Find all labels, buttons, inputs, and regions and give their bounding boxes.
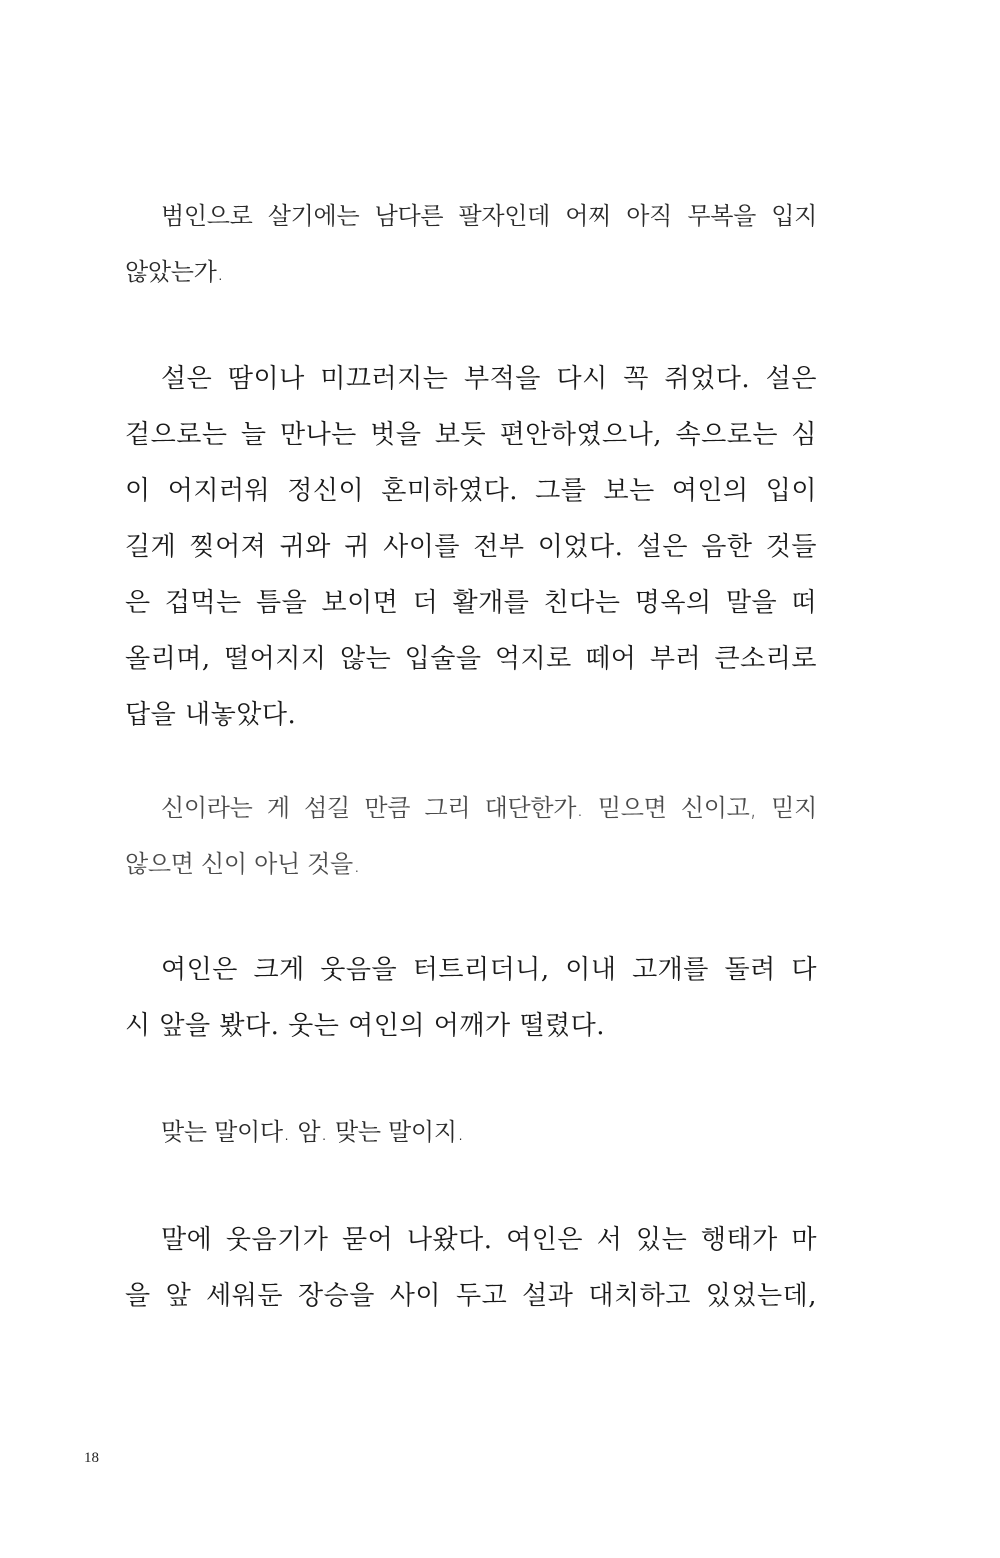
text-line: 설은 땀이나 미끄러지는 부적을 다시 꼭 쥐었다. 설은 bbox=[161, 364, 817, 394]
narration-paragraph-3 bbox=[125, 1212, 817, 1324]
text-line: 않으면 신이 아닌 것을. bbox=[125, 850, 361, 878]
text-line: 길게 찢어져 귀와 귀 사이를 전부 이었다. 설은 음한 것들 bbox=[125, 532, 817, 562]
text-line: 올리며, 떨어지지 않는 입술을 억지로 떼어 부러 큰소리로 bbox=[125, 644, 817, 674]
text-line: 않았는가. bbox=[125, 258, 224, 286]
text-line: 이 어지러워 정신이 혼미하였다. 그를 보는 여인의 입이 bbox=[125, 476, 817, 506]
text-line: 은 겁먹는 틈을 보이면 더 활개를 친다는 명옥의 말을 떠 bbox=[125, 588, 817, 618]
thought-paragraph-1 bbox=[125, 188, 817, 300]
text-line: 신이라는 게 섬길 만큼 그리 대단한가. 믿으면 신이고, 믿지 bbox=[161, 794, 817, 822]
text-line: 겉으로는 늘 만나는 벗을 보듯 편안하였으나, 속으로는 심 bbox=[125, 420, 817, 450]
narration-paragraph-1 bbox=[125, 351, 817, 743]
thought-paragraph-3 bbox=[125, 1104, 817, 1160]
text-line: 여인은 크게 웃음을 터트리더니, 이내 고개를 돌려 다 bbox=[161, 955, 817, 985]
text-line: 말에 웃음기가 묻어 나왔다. 여인은 서 있는 행태가 마 bbox=[161, 1225, 817, 1255]
text-line: 시 앞을 봤다. 웃는 여인의 어깨가 떨렸다. bbox=[125, 1011, 605, 1041]
thought-paragraph-2 bbox=[125, 780, 817, 892]
text-line: 을 앞 세워둔 장승을 사이 두고 설과 대치하고 있었는데, bbox=[125, 1281, 817, 1311]
narration-paragraph-2 bbox=[125, 942, 817, 1054]
page-number: 18 bbox=[84, 1450, 99, 1466]
text-line: 답을 내놓았다. bbox=[125, 700, 297, 730]
text-line: 범인으로 살기에는 남다른 팔자인데 어찌 아직 무복을 입지 bbox=[161, 202, 817, 230]
text-line: 맞는 말이다. 암. 맞는 말이지. bbox=[161, 1118, 465, 1146]
